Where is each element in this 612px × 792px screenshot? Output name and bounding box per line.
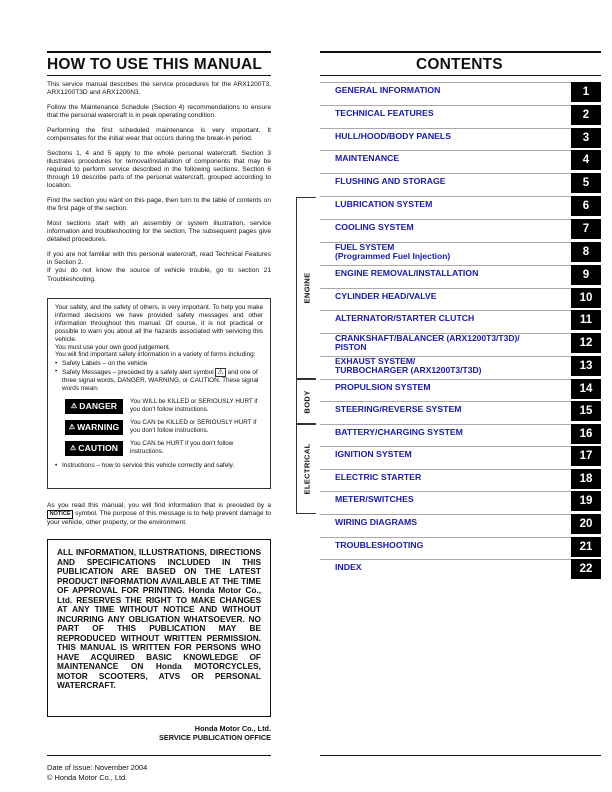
safety-paragraph: You must use your own good judgement. <box>55 343 171 351</box>
toc-item-maintenance[interactable] <box>320 150 601 170</box>
group-label-engine: ENGINE <box>302 272 311 304</box>
intro-paragraph: Follow the Maintenance Schedule (Section 4) recommendations to ensure that the personal watercraft is in peak operating condition. <box>47 103 271 120</box>
intro-paragraph: Sections 1, 4 and 5 apply to the whole personal watercraft. Section 3 illustrates procedures for removal/installation of components that may be required to perform service described in the following sections. Section 6 through 19 describe parts of the personal watercraft, grouped according to location. <box>47 149 271 190</box>
section-number-badge: 10 <box>571 288 601 308</box>
bullet-text-b: and one of three signal words, DANGER, WARNING, or CAUTION. These signal words mean: <box>62 369 259 393</box>
page-title-contents: CONTENTS <box>416 56 503 73</box>
toc-item-cylinder-head[interactable] <box>320 288 601 308</box>
toc-label[interactable]: INDEX <box>335 562 362 572</box>
section-number-badge: 21 <box>571 537 601 557</box>
section-number-badge: 8 <box>571 242 601 262</box>
section-number-badge: 17 <box>571 446 601 466</box>
toc-item-steering-reverse[interactable] <box>320 401 601 421</box>
toc-item-ignition-system[interactable] <box>320 446 601 466</box>
signal-description: You WILL be KILLED or SERIOUSLY HURT if you don't follow instructions. <box>130 398 258 413</box>
intro-paragraph: This service manual describes the service procedures for the ARX1200T3, ARX1200T3D and ARX1200N3. <box>47 81 271 97</box>
toc-label-line1: FUEL SYSTEM <box>335 242 395 252</box>
toc-label[interactable]: WIRING DIAGRAMS <box>335 517 418 527</box>
footer-rule-right <box>320 755 601 756</box>
publisher-name: Honda Motor Co., Ltd. <box>194 724 271 733</box>
toc-item-index[interactable] <box>320 559 601 579</box>
section-number-badge: 13 <box>571 356 601 376</box>
copyright: © Honda Motor Co., Ltd. <box>47 772 128 782</box>
publisher-office: SERVICE PUBLICATION OFFICE <box>158 733 271 743</box>
section-number-badge: 4 <box>571 150 601 170</box>
toc-label[interactable]: ENGINE REMOVAL/INSTALLATION <box>335 268 479 278</box>
toc-item-alternator[interactable] <box>320 310 601 330</box>
signal-row-caution <box>65 440 263 456</box>
section-number-badge: 19 <box>571 491 601 511</box>
section-number-badge: 2 <box>571 105 601 125</box>
intro-text <box>47 81 271 290</box>
section-number-badge: 12 <box>571 333 601 353</box>
toc-label[interactable]: METER/SWITCHES <box>335 494 414 504</box>
toc-item-wiring-diagrams[interactable] <box>320 514 601 534</box>
toc-item-flushing-storage[interactable] <box>320 173 601 193</box>
title-underline-right <box>320 75 601 76</box>
group-label-electrical: ELECTRICAL <box>302 443 311 495</box>
group-bar-engine <box>296 197 316 379</box>
publisher-block <box>159 724 271 743</box>
section-number-badge: 3 <box>571 128 601 148</box>
safety-bullet-labels <box>55 360 263 368</box>
warning-triangle-icon: ⚠ <box>68 423 76 431</box>
section-number-badge: 11 <box>571 310 601 330</box>
toc-label[interactable]: BATTERY/CHARGING SYSTEM <box>335 427 463 437</box>
notice-tag: NOTICE <box>47 510 73 519</box>
intro-paragraph: If you do not know the source of vehicle trouble, go to section 21 Troubleshooting. <box>47 267 271 283</box>
group-bar-body <box>296 379 316 424</box>
toc-item-electric-starter[interactable] <box>320 469 601 489</box>
bullet-text-a: Safety Messages – preceded by a safety alert symbol <box>62 369 214 377</box>
signal-description: You CAN be HURT if you don't follow instructions. <box>130 440 234 455</box>
safety-paragraph: You will find important safety information in a variety of forms including: <box>55 351 256 359</box>
toc-label-line1: CRANKSHAFT/BALANCER (ARX1200T3/T3D)/ <box>335 333 520 343</box>
toc-label-line2: PISTON <box>335 342 367 353</box>
signal-word: DANGER <box>79 400 118 411</box>
warning-triangle-icon: ⚠ <box>70 402 78 410</box>
toc-item-meter-switches[interactable] <box>320 491 601 511</box>
bullet-text: Safety Labels – on the vehicle <box>62 359 148 367</box>
toc-item-general-information[interactable] <box>320 82 601 102</box>
warning-badge <box>65 420 123 435</box>
toc-item-technical-features[interactable] <box>320 105 601 125</box>
toc-item-troubleshooting[interactable] <box>320 537 601 557</box>
section-number-badge: 1 <box>571 82 601 102</box>
toc-item-lubrication-system[interactable] <box>320 196 601 216</box>
toc-item-crankshaft[interactable] <box>320 333 601 353</box>
page-title-how-to-use: HOW TO USE THIS MANUAL <box>47 56 263 73</box>
toc-label[interactable] <box>335 357 559 375</box>
toc-label[interactable] <box>335 334 559 352</box>
toc-label[interactable]: TROUBLESHOOTING <box>335 540 424 550</box>
toc-label-line2: TURBOCHARGER (ARX1200T3/T3D) <box>335 365 482 376</box>
section-number-badge: 9 <box>571 265 601 285</box>
toc-label[interactable]: HULL/HOOD/BODY PANELS <box>335 131 451 141</box>
disclaimer-box: ALL INFORMATION, ILLUSTRATIONS, DIRECTIONS AND SPECIFICATIONS INCLUDED IN THIS PUBLICATION ARE BASED ON THE LATEST PRODUCT INFORMATION AVAILABLE AT THE TIME OF APPROVAL FOR PRINTING. Honda Motor Co., Ltd. RESERVES THE RIGHT TO MAKE CHANGES AT ANY TIME WITHOUT NOTICE AND WITHOUT INCURRING ANY OBLIGATION WHATSOEVER. NO PART OF THIS PUBLICATION MAY BE REPRODUCED WITHOUT WRITTEN PERMISSION. THIS MANUAL IS WRITTEN FOR PERSONS WHO HAVE ACQUIRED BASIC KNOWLEDGE OF MAINTENANCE ON Honda MOTORCYCLES, MOTOR SCOOTERS, ATVS OR PERSONAL WATERCRAFT. <box>47 539 271 717</box>
safety-paragraph: Your safety, and the safety of others, is very important. To help you make informed decisions we have provided safety messages and other information throughout this manual. Of course, it is not practical or possible to warn you about all the hazards associated with servicing this vehicle. <box>55 304 263 343</box>
section-number-badge: 15 <box>571 401 601 421</box>
intro-paragraph: If you are not familiar with this personal watercraft, read Technical Features in Section 2. <box>47 251 271 267</box>
toc-label[interactable]: COOLING SYSTEM <box>335 222 414 232</box>
section-number-badge: 7 <box>571 219 601 239</box>
group-bar-electrical <box>296 424 316 514</box>
bullet-icon: • <box>55 359 58 367</box>
toc-item-exhaust-system[interactable] <box>320 356 601 376</box>
signal-word: WARNING <box>77 421 120 432</box>
toc-label[interactable]: ELECTRIC STARTER <box>335 472 422 482</box>
signal-description: You CAN be KILLED or SERIOUSLY HURT if you don't follow instructions. <box>130 419 257 434</box>
bullet-icon: • <box>55 462 58 470</box>
safety-alert-icon: ⚠ <box>217 369 224 377</box>
section-number-badge: 16 <box>571 424 601 444</box>
footer <box>47 763 147 782</box>
toc-label[interactable]: LUBRICATION SYSTEM <box>335 199 433 209</box>
toc-label[interactable]: PROPULSION SYSTEM <box>335 382 431 392</box>
toc-label-line2: (Programmed Fuel Injection) <box>335 251 451 262</box>
safety-bullet-messages <box>55 368 263 393</box>
toc-label[interactable]: CYLINDER HEAD/VALVE <box>335 291 437 301</box>
safety-info-box <box>47 298 271 489</box>
notice-paragraph <box>47 502 271 527</box>
toc-label[interactable]: STEERING/REVERSE SYSTEM <box>335 404 462 414</box>
toc-item-engine-removal[interactable] <box>320 265 601 285</box>
toc-item-cooling-system[interactable] <box>320 219 601 239</box>
toc-label[interactable]: IGNITION SYSTEM <box>335 449 412 459</box>
section-number-badge: 6 <box>571 196 601 216</box>
toc-label[interactable]: ALTERNATOR/STARTER CLUTCH <box>335 313 475 323</box>
top-rule-left <box>47 51 271 53</box>
intro-paragraph: Performing the first scheduled maintenance is very important. It compensates for the initial wear that occurs during the break-in period. <box>47 126 271 143</box>
toc-label[interactable]: MAINTENANCE <box>335 153 400 163</box>
intro-paragraph: Most sections start with an assembly or system illustration, service information and troubleshooting for the section. The subsequent pages give detailed procedures. <box>47 220 271 244</box>
issue-date: Date of Issue: November 2004 <box>47 763 148 772</box>
signal-row-warning <box>65 419 263 435</box>
notice-text-before: As you read this manual, you will find information that is preceded by a <box>47 502 271 509</box>
danger-badge <box>65 399 123 414</box>
group-label-body: BODY <box>302 389 311 414</box>
toc-label[interactable]: FLUSHING AND STORAGE <box>335 176 446 186</box>
signal-word: CAUTION <box>78 442 119 453</box>
top-rule-right <box>320 51 601 53</box>
section-number-badge: 14 <box>571 379 601 399</box>
toc-item-hull-hood-body-panels[interactable] <box>320 128 601 148</box>
footer-rule-left <box>47 755 271 756</box>
intro-paragraph: Find the section you want on this page, then turn to the table of contents on the first page of the section. <box>47 197 271 213</box>
section-number-badge: 5 <box>571 173 601 193</box>
notice-text-after: symbol. The purpose of this message is to help prevent damage to your vehicle, other property, or the environment. <box>47 510 271 526</box>
warning-triangle-icon: ⚠ <box>69 444 77 452</box>
signal-row-danger <box>65 398 263 414</box>
title-underline-left <box>47 75 271 76</box>
section-number-badge: 22 <box>571 559 601 579</box>
safety-bullet-instructions <box>55 462 263 470</box>
section-number-badge: 20 <box>571 514 601 534</box>
caution-badge <box>65 441 123 456</box>
toc-label[interactable] <box>335 243 559 261</box>
toc-item-fuel-system[interactable] <box>320 242 601 262</box>
bullet-text <box>62 368 263 393</box>
toc-label-line1: EXHAUST SYSTEM/ <box>335 356 416 366</box>
bullet-text: Instructions – how to service this vehicle correctly and safely. <box>62 462 235 470</box>
toc-label[interactable]: GENERAL INFORMATION <box>335 85 441 95</box>
bullet-icon: • <box>55 368 58 376</box>
toc-item-battery-charging[interactable] <box>320 424 601 444</box>
toc-label[interactable]: TECHNICAL FEATURES <box>335 108 434 118</box>
section-number-badge: 18 <box>571 469 601 489</box>
toc-item-propulsion-system[interactable] <box>320 379 601 399</box>
